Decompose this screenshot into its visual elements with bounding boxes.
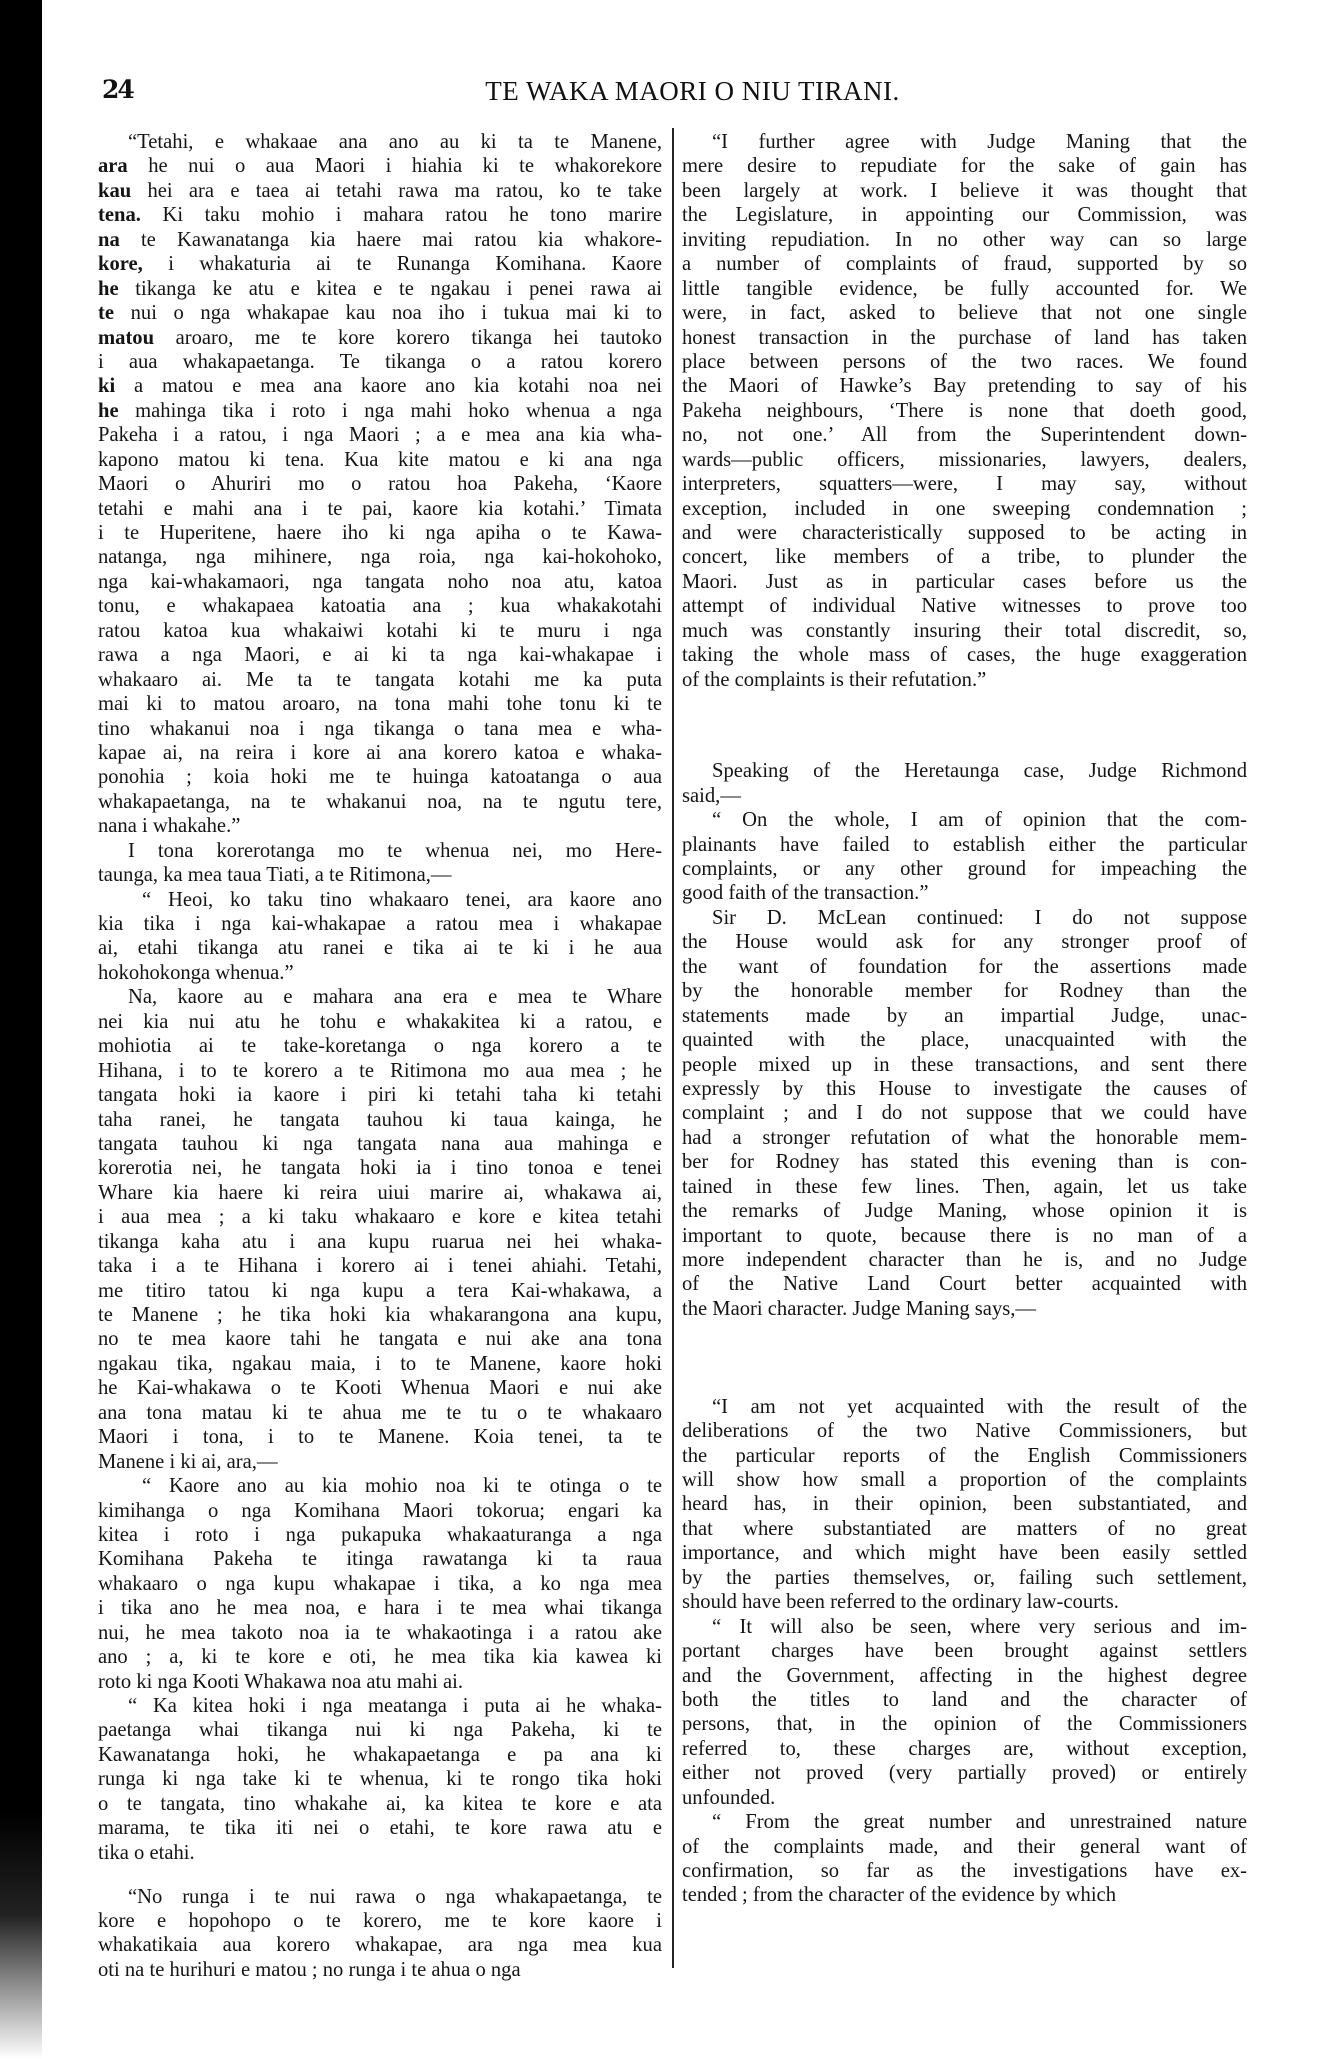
left-column — [98, 130, 662, 1982]
text-line: i tika ano he mea noa, e hara i te mea whai tikanga — [98, 1597, 662, 1620]
text-line: ai, etahi tikanga atu ranei e tika ai te ki i he aua — [98, 937, 662, 960]
text-line: i aua mea ; a ki taku whakaaro e kore e kitea tetahi — [98, 1206, 662, 1229]
text-line: o te tangata, tino whakahe ai, ka kitea te kore e ata — [98, 1792, 662, 1815]
scan-edge — [0, 0, 42, 2059]
text-line: deliberations of the two Native Commissioners, but — [682, 1420, 1247, 1443]
text-line: taking the whole mass of cases, the huge exaggeration — [682, 644, 1247, 667]
text-line: mai ki to matou aroaro, na tona mahi tohe tonu ki te — [98, 693, 662, 716]
text-line: Pakeha neighbours, ‘There is none that doeth good, — [682, 399, 1247, 422]
inked-word: kau — [98, 179, 132, 202]
text-line: kia tika i nga kai-whakapae a ratou mea i whakapae — [98, 913, 662, 935]
text-line: he tikanga ke atu e kitea e te ngakau i penei rawa ai — [98, 277, 662, 300]
text-line: matou aroaro, me te kore korero tikanga hei tautoko — [98, 326, 662, 349]
text-line: kapono matou ki tena. Kua kite matou e ki ana nga — [98, 448, 662, 471]
text-line: said,— — [682, 784, 741, 807]
paragraph-gap — [98, 1865, 662, 1885]
text-line: I tona korerotanga mo te whenua nei, mo Here- — [128, 839, 662, 862]
text-line: ponohia ; koia hoki me te huinga katoatanga o aua — [98, 766, 662, 789]
text-line: ki a matou e mea ana kaore ano kia kotahi noa nei — [98, 375, 662, 398]
inked-word: ki — [98, 375, 116, 398]
paragraph — [98, 130, 662, 839]
text-line: marama, te tika iti nei o etahi, te kore rawa atu e — [98, 1817, 662, 1840]
text-line: taunga, ka mea taua Tiati, a te Ritimona,— — [98, 864, 452, 887]
text-line: tino whakanui noa i nga tikanga o tana mea e wha- — [98, 717, 662, 740]
text-line: Komihana Pakeha te itinga rawatanga ki ta raua — [98, 1548, 662, 1571]
text-line: mere desire to repudiate for the sake of gain has — [682, 155, 1247, 178]
text-line: rawa a nga Maori, e ai ki ta nga kai-whakapae i — [98, 644, 662, 667]
text-line: me titiro tatou ki nga kupu a tera Kai-whakawa, a — [98, 1279, 662, 1302]
paragraph — [682, 130, 1247, 692]
text-line: had a stronger refutation of what the honorable mem- — [682, 1126, 1247, 1149]
text-line: a number of complaints of fraud, supported by so — [682, 253, 1247, 276]
text-line: either not proved (very partially proved) or entirely — [682, 1762, 1247, 1785]
paragraph — [682, 1810, 1247, 1908]
text-line: good faith of the transaction.” — [682, 882, 929, 905]
paragraph — [98, 1474, 662, 1694]
text-line: he Kai-whakawa o te Kooti Whenua Maori e nui ake — [98, 1377, 662, 1400]
text-line: “ Heoi, ko taku tino whakaaro tenei, ara kaore ano — [142, 888, 662, 911]
text-line: nui, he mea takoto noa ia te whakaotinga i a ratou ake — [98, 1621, 662, 1644]
text-line: “No runga i te nui rawa o nga whakapaetanga, te — [128, 1885, 662, 1908]
paragraph — [682, 759, 1247, 808]
text-line: tonu, e whakapaea katoatia ana ; kua whakakotahi — [98, 595, 662, 618]
text-line: important to quote, because there is no man of a — [682, 1224, 1247, 1247]
text-line: complaints, or any other ground for impeaching the — [682, 858, 1247, 881]
text-line: “ It will also be seen, where very serious and im- — [712, 1615, 1247, 1638]
text-line: mohiotia ai te take-koretanga o nga korero a te — [98, 1035, 662, 1058]
text-line: tika o etahi. — [98, 1841, 195, 1864]
text-line: ana tona matau ki te ahua me te tu o te whakaaro — [98, 1401, 662, 1424]
text-line: nga kai-whakamaori, nga tangata noho noa atu, katoa — [98, 570, 662, 593]
text-line: interpreters, squatters—were, I may say, without — [682, 473, 1247, 496]
inked-word: he — [98, 277, 119, 300]
text-line: attempt of individual Native witnesses to prove too — [682, 595, 1247, 618]
inked-word: tena. — [98, 204, 141, 227]
text-line: the House would ask for any stronger proof of — [682, 931, 1247, 954]
text-line: tikanga kaha atu i ana kupu ruarua nei hei whaka- — [98, 1230, 662, 1253]
text-line: persons, that, in the opinion of the Commissioners — [682, 1713, 1247, 1736]
text-line: ara he nui o aua Maori i hiahia ki te whakorekore — [98, 155, 662, 178]
text-line: runga ki nga take ki te whenua, ki te rongo tika hoki — [98, 1768, 662, 1791]
text-line: importance, and which might have been easily settled — [682, 1542, 1247, 1565]
text-line: roto ki nga Kooti Whakawa noa atu mahi ai. — [98, 1670, 464, 1693]
column-divider — [672, 128, 674, 1968]
text-line: kore, i whakaturia ai te Runanga Komihana. Kaore — [98, 253, 662, 276]
text-line: “ Kaore ano au kia mohio noa ki te otinga o te — [142, 1475, 662, 1498]
text-line: Hihana, i to te korero a te Ritimona mo aua mea ; he — [98, 1059, 662, 1082]
text-line: referred to, these charges are, without exception, — [682, 1737, 1247, 1760]
inked-word: he — [98, 399, 119, 422]
text-line: unfounded. — [682, 1786, 776, 1809]
text-line: he mahinga tika i roto i nga mahi hoko whenua a nga — [98, 399, 662, 422]
text-line: and were characteristically supposed to be acting in — [682, 522, 1247, 544]
text-line: much was constantly insuring their total discredit, so, — [682, 619, 1247, 642]
paragraph-gap — [682, 1321, 1247, 1394]
running-title: TE WAKA MAORI O NIU TIRANI. — [485, 76, 900, 106]
text-line: oti na te hurihuri e matou ; no runga i te ahua o nga — [98, 1958, 521, 1981]
text-line: ngakau tika, ngakau maia, i to te Manene, kaore hoki — [98, 1352, 662, 1375]
text-line: more independent character than he is, and no Judge — [682, 1249, 1247, 1272]
inked-word: kore, — [98, 253, 143, 276]
text-line: the Legislature, in appointing our Commission, was — [682, 204, 1247, 227]
text-line: the remarks of Judge Maning, whose opinion it is — [682, 1200, 1247, 1223]
text-line: tangata hoki ia kaore i piri ki tetahi taha ki tetahi — [98, 1084, 662, 1107]
inked-word: te — [98, 302, 114, 325]
text-line: concert, like members of a tribe, to plunder the — [682, 546, 1247, 569]
text-line: tended ; from the character of the evidence by which — [682, 1884, 1116, 1907]
text-line: whakapaetanga, na te whakanui noa, na te ngutu tere, — [98, 790, 662, 813]
text-line: tained in these few lines. Then, again, let us take — [682, 1175, 1247, 1198]
paragraph — [98, 1885, 662, 1983]
text-line: i te Huperitene, haere iho ki nga apiha o te Kawa- — [98, 522, 662, 544]
text-line: ratou katoa kua whakaiwi kotahi ki te muru i nga — [98, 619, 662, 642]
text-line: by the parties themselves, or, failing such settlement, — [682, 1566, 1247, 1589]
text-line: tetahi e mahi ana i te pai, kaore kia kotahi.’ Timata — [98, 497, 662, 520]
text-line: people mixed up in these transactions, and sent there — [682, 1053, 1247, 1076]
text-line: i aua whakapaetanga. Te tikanga o a ratou korero — [98, 350, 662, 373]
text-line: portant charges have been brought against settlers — [682, 1640, 1247, 1663]
text-line: of the complaints made, and their general want of — [682, 1835, 1247, 1858]
text-line: exception, included in one sweeping condemnation ; — [682, 497, 1247, 520]
right-column — [682, 130, 1247, 1908]
text-line: no, not one.’ All from the Superintendent down- — [682, 424, 1247, 447]
text-line: should have been referred to the ordinary law-courts. — [682, 1591, 1119, 1614]
text-line: of the complaints is their refutation.” — [682, 668, 987, 691]
text-line: ber for Rodney has stated this evening than is con- — [682, 1151, 1247, 1174]
text-line: quainted with the place, unacquainted with the — [682, 1029, 1247, 1052]
text-line: been largely at work. I believe it was thought that — [682, 179, 1247, 202]
text-line: “ Ka kitea hoki i nga meatanga i puta ai he whaka- — [128, 1695, 662, 1717]
text-line: “Tetahi, e whakaae ana ano au ki ta te Manene, — [128, 131, 662, 153]
paragraph — [98, 888, 662, 986]
text-line: tena. Ki taku mohio i mahara ratou he tono marire — [98, 204, 662, 227]
text-line: of the Native Land Court better acquainted with — [682, 1273, 1247, 1296]
text-line: nei kia nui atu he tohu e whakakitea ki a ratou, e — [98, 1010, 662, 1033]
text-line: Manene i ki ai, ara,— — [98, 1450, 278, 1473]
text-line: both the titles to land and the character of — [682, 1688, 1247, 1711]
text-line: little tangible evidence, be fully accounted for. We — [682, 277, 1247, 300]
paragraph — [98, 985, 662, 1474]
text-line: kore e hopohopo o te korero, me te kore kaore i — [98, 1910, 662, 1933]
text-line: korerotia nei, he tangata hoki ia i tino tonoa e tenei — [98, 1157, 662, 1180]
paragraph — [682, 1615, 1247, 1811]
text-line: Na, kaore au e mahara ana era e mea te Whare — [128, 986, 662, 1009]
text-line: Maori i tona, i to te Manene. Koia tenei, ta te — [98, 1426, 662, 1449]
paragraph-gap — [682, 692, 1247, 759]
text-line: Maori. Just as in particular cases before us the — [682, 570, 1247, 593]
text-line: Sir D. McLean continued: I do not suppose — [712, 906, 1247, 929]
text-line: tangata tauhou ki nga tangata nana aua mahinga e — [98, 1132, 662, 1155]
text-line: nana i whakahe.” — [98, 815, 241, 838]
inked-word: na — [98, 228, 120, 251]
text-line: Whare kia haere ki reira uiui marire ai, whakawa ai, — [98, 1181, 662, 1204]
text-line: Speaking of the Heretaunga case, Judge Richmond — [712, 760, 1247, 783]
text-line: Kawanatanga hoki, he whakapaetanga e pa ana ki — [98, 1743, 662, 1766]
text-line: place between persons of the two races. We found — [682, 350, 1247, 373]
text-line: te Manene ; he tika hoki kia whakarangona ana kupu, — [98, 1304, 662, 1326]
text-line: hokohokonga whenua.” — [98, 961, 294, 984]
text-line: honest transaction in the purchase of land has taken — [682, 326, 1247, 349]
text-line: kau hei ara e taea ai tetahi rawa ma ratou, ko te take — [98, 179, 662, 202]
text-line: “I am not yet acquainted with the result of the — [712, 1395, 1247, 1418]
text-line: plainants have failed to establish either the particular — [682, 833, 1247, 856]
text-line: “ On the whole, I am of opinion that the com- — [712, 809, 1247, 832]
text-line: expressly by this House to investigate the causes of — [682, 1077, 1247, 1100]
text-line: that where substantiated are matters of no great — [682, 1517, 1247, 1540]
text-line: whakaaro o nga kupu whakapae i tika, a ko nga mea — [98, 1572, 662, 1595]
text-line: confirmation, so far as the investigations have ex- — [682, 1860, 1247, 1883]
text-line: kitea i roto i nga pukapuka whakaaturanga a nga — [98, 1523, 662, 1546]
text-line: taka i a te Hihana i korero ai i tenei ahiahi. Tetahi, — [98, 1255, 662, 1278]
text-line: were, in fact, asked to believe that not one single — [682, 302, 1247, 325]
paragraph — [682, 808, 1247, 906]
paragraph — [682, 1395, 1247, 1615]
text-line: statements made by an impartial Judge, unac- — [682, 1004, 1247, 1027]
text-line: and the Government, affecting in the highest degree — [682, 1664, 1247, 1687]
text-line: the want of foundation for the assertions made — [682, 955, 1247, 978]
text-line: whakatikaia aua korero whakapae, ara nga mea kua — [98, 1934, 662, 1957]
text-line: paetanga whai tikanga nui ki nga Pakeha, ki te — [98, 1719, 662, 1742]
text-line: whakaaro ai. Me ta te tangata kotahi me ka puta — [98, 668, 662, 691]
paragraph — [98, 1694, 662, 1865]
text-line: will show how small a proportion of the complaints — [682, 1469, 1247, 1492]
text-line: the particular reports of the English Commissioners — [682, 1444, 1247, 1467]
paragraph — [98, 839, 662, 888]
text-line: na te Kawanatanga kia haere mai ratou kia whakore- — [98, 228, 662, 251]
paragraph — [682, 906, 1247, 1321]
inked-word: ara — [98, 155, 128, 178]
text-line: “ From the great number and unrestrained nature — [712, 1811, 1247, 1834]
text-line: ano ; a, ki te kore e oti, he mea tika kia kawea ki — [98, 1646, 662, 1669]
text-line: te nui o nga whakapae kau noa iho i tukua mai ki to — [98, 302, 662, 325]
text-line: complaint ; and I do not suppose that we could have — [682, 1102, 1247, 1125]
text-line: natanga, nga mihinere, nga roia, nga kai-hokohoko, — [98, 546, 662, 569]
text-line: kimihanga o nga Komihana Maori tokorua; engari ka — [98, 1499, 662, 1522]
text-line: inviting repudiation. In no other way can so large — [682, 228, 1247, 251]
text-line: the Maori of Hawke’s Bay pretending to say of his — [682, 375, 1247, 398]
text-line: heard has, in their opinion, been substantiated, and — [682, 1493, 1247, 1516]
text-line: by the honorable member for Rodney than the — [682, 980, 1247, 1003]
text-line: wards—public officers, missionaries, lawyers, dealers, — [682, 448, 1247, 471]
text-line: taha ranei, he tangata tauhou ki taua kainga, he — [98, 1108, 662, 1131]
text-line: the Maori character. Judge Maning says,— — [682, 1297, 1036, 1320]
text-line: no te mea kaore tahi he tangata e nui ake ana tona — [98, 1328, 662, 1351]
text-line: kapae ai, na reira i kore ai ana korero katoa e whaka- — [98, 741, 662, 764]
inked-word: matou — [98, 326, 155, 349]
page-number: 24 — [102, 75, 133, 104]
text-line: “I further agree with Judge Maning that the — [712, 131, 1247, 153]
text-line: Maori o Ahuriri mo o ratou hoa Pakeha, ‘Kaore — [98, 473, 662, 496]
text-line: Pakeha i a ratou, i nga Maori ; a e mea ana kia wha- — [98, 424, 662, 447]
